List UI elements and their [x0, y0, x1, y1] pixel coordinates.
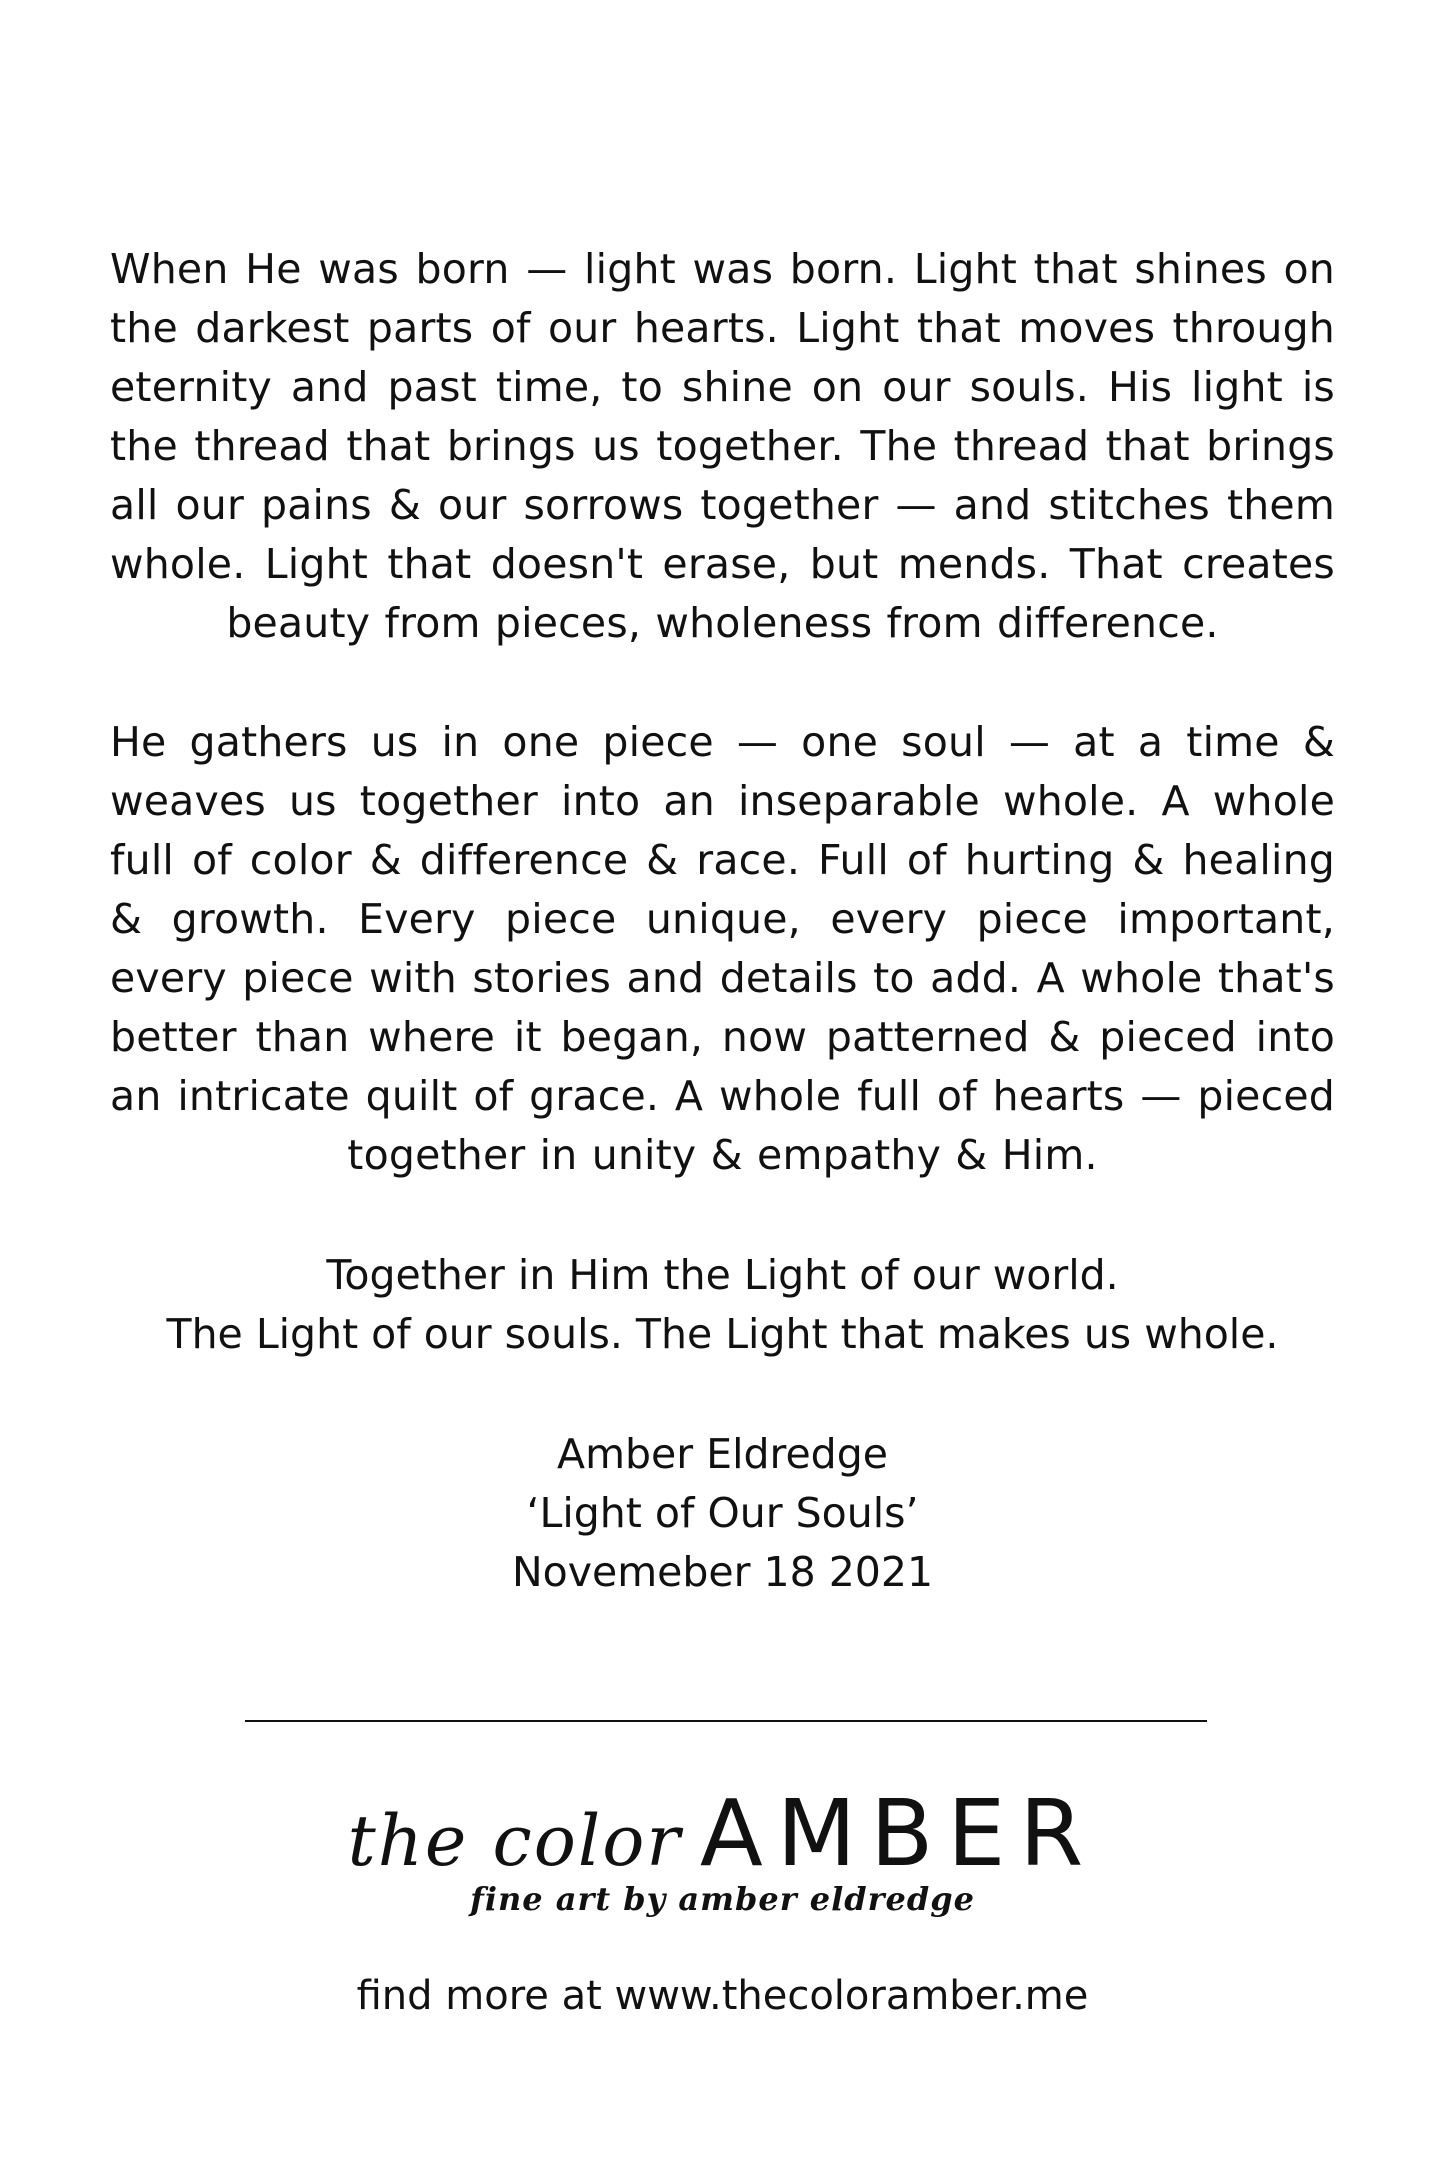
artwork-title: ‘Light of Our Souls’: [526, 1489, 919, 1537]
poem-closing: [0, 1246, 1445, 1364]
poem-paragraph-1: When He was born — light was born. Light that shines on the darkest parts of our hearts. Light that moves through eternity and past time, to shine on our souls. His light is the thread that brings us together. The thread that brings all our pains & our sorrows together — and stitches them whole. Light that doesn't erase, but mends. That creates beauty from pieces, wholeness from difference.: [110, 245, 1335, 647]
brand-logo: [0, 1780, 1445, 1887]
logo-script-text: the color: [347, 1800, 682, 1882]
logo-caps-text: AMBER: [699, 1780, 1098, 1887]
author-name: Amber Eldredge: [557, 1430, 888, 1478]
closing-line-2: The Light of our souls. The Light that makes us whole.: [166, 1310, 1279, 1358]
brand-tagline: fine art by amber eldredge: [470, 1880, 975, 1918]
poem-paragraph-2: He gathers us in one piece — one soul — at a time & weaves us together into an inseparable whole. A whole full of color & difference & race. Full of hurting & healing & growth. Every piece unique, every piece important, every piece with stories and details to add. A whole that's better than where it began, now patterned & pieced into an intricate quilt of grace. A whole full of hearts — pieced together in unity & empathy & Him.: [110, 718, 1335, 1179]
logo-wordmark: [348, 1780, 1098, 1887]
website-footer: find more at www.thecoloramber.me: [356, 1973, 1089, 2019]
attribution: [0, 1425, 1445, 1602]
closing-line-1: Together in Him the Light of our world.: [326, 1251, 1119, 1299]
divider-line: [245, 1720, 1207, 1722]
artwork-date: Novemeber 18 2021: [511, 1548, 934, 1596]
